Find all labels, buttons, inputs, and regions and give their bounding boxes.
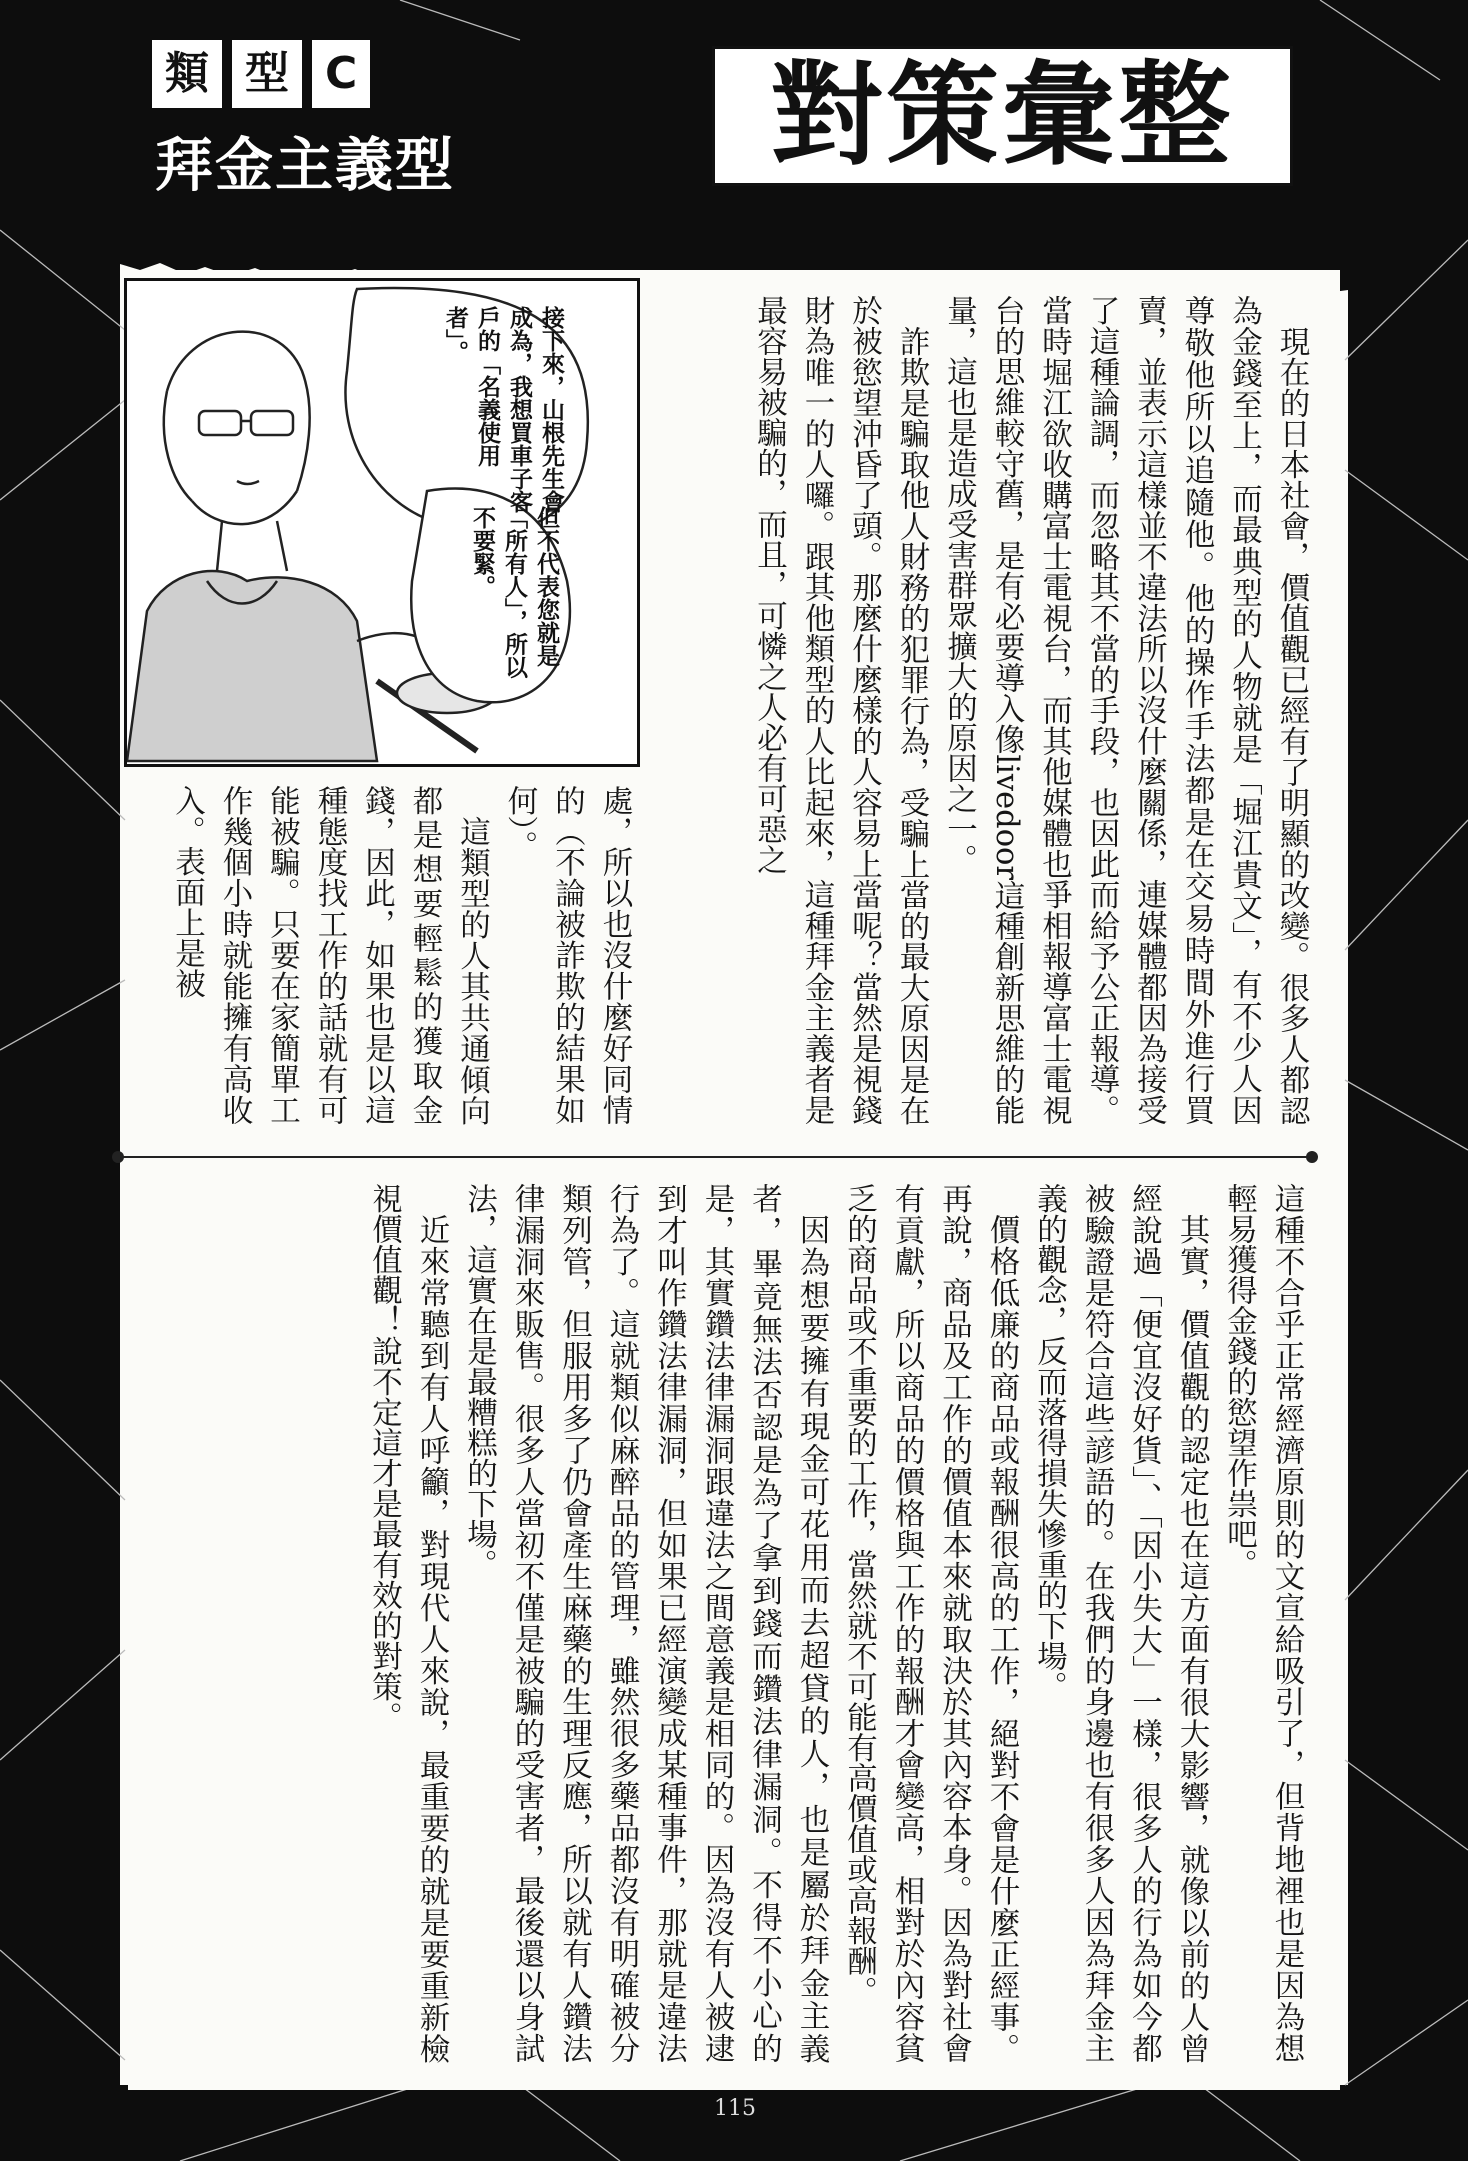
paragraph: 近來常聽到有人呼籲，對現代人來說，最重要的就是要重新檢視價值觀！說不定這才是最有效的對策。	[366, 1183, 449, 2063]
title-box	[712, 46, 1293, 186]
type-letter: C	[312, 40, 370, 108]
type-name: 拜金主義型	[155, 131, 456, 199]
type-label-char: 型	[232, 40, 302, 108]
manga-illustration	[124, 278, 640, 767]
paragraph: 詐欺是騙取他人財務的犯罪行為，受騙上當的最大原因是在於被慾望沖昏了頭。那麼什麼樣的人容易上當呢？當然是視錢財為唯一的人囉。跟其他類型的人比起來，這種拜金主義者是最容易被騙的，而且，可憐之人必有可惡之	[751, 295, 929, 1125]
upper-text-right	[645, 295, 1315, 1125]
speech-bubble-1: 接下來，山根先生會成為，我想買車子客戶的「名義使用者」。	[442, 306, 564, 513]
paragraph: 這類型的人其共通傾向都是想要輕鬆的獲取金錢，因此，如果也是以這種態度找工作的話就有可能被騙。只要在家簡單工作幾個小時就能擁有高收入。表面上是被	[169, 785, 490, 1125]
lower-text	[160, 1183, 1310, 2063]
page-title: 對策彙整	[770, 51, 1235, 181]
type-label	[152, 40, 370, 108]
paragraph: 價格低廉的商品或報酬很高的工作，絕對不會是什麼正經事。再說，商品及工作的價值本來就取決於其內容本身。因為對社會有貢獻，所以商品的價格與工作的報酬才會變高，相對於內容貧乏的商品或不重要的工作，當然就不可能有高價值或高報酬。	[841, 1183, 1019, 2063]
section-divider	[118, 1156, 1310, 1158]
speech-bubble-2: 但不代表您就是「所有人」，所以不要緊。	[469, 506, 559, 679]
paragraph: 現在的日本社會，價值觀已經有了明顯的改變。很多人都認為金錢至上，而最典型的人物就是「堀江貴文」，有不少人因尊敬他所以追隨他。他的操作手法都是在交易時間外進行買賣，並表示這樣並不違法所以沒什麼關係，連媒體都因為接受了這種論調，而忽略其不當的手段，也因此而給予公正報導。當時堀江欲收購富士電視台，而其他媒體也爭相報導富士電視台的思維較守舊，是有必要導入像livedoor這種創新思維的能量，這也是造成受害群眾擴大的原因之一。	[941, 295, 1309, 1125]
paragraph: 這種不合乎正常經濟原則的文宣給吸引了，但背地裡也是因為想輕易獲得金錢的慾望作祟吧。	[1221, 1183, 1304, 2063]
type-label-char: 類	[152, 40, 222, 108]
upper-text-left	[128, 785, 638, 1125]
page-number: 115	[714, 2096, 756, 2121]
divider-dot-left	[112, 1151, 124, 1163]
paragraph: 因為想要擁有現金可花用而去超貸的人，也是屬於拜金主義者，畢竟無法否認是為了拿到錢而鑽法律漏洞。不得不小心的是，其實鑽法律漏洞跟違法之間意義是相同的。因為沒有人被逮到才叫作鑽法律漏洞，但如果已經演變成某種事件，那就是違法行為了。這就類似麻醉品的管理，雖然很多藥品都沒有明確被分類列管，但服用多了仍會產生麻藥的生理反應，所以就有人鑽法律漏洞來販售。很多人當初不僅是被騙的受害者，最後還以身試法，這實在是最糟糕的下場。	[461, 1183, 829, 2063]
divider-dot-right	[1306, 1151, 1318, 1163]
paragraph: 處，所以也沒什麼好同情的（不論被詐欺的結果如何）。	[502, 785, 632, 1125]
paragraph: 其實，價值觀的認定也在這方面有很大影響，就像以前的人曾經說過「便宜沒好貨」、「因小失大」一樣，很多人的行為如今都被驗證是符合這些諺語的。在我們的身邊也有很多人因為拜金主義的觀念，反而落得損失慘重的下場。	[1031, 1183, 1209, 2063]
